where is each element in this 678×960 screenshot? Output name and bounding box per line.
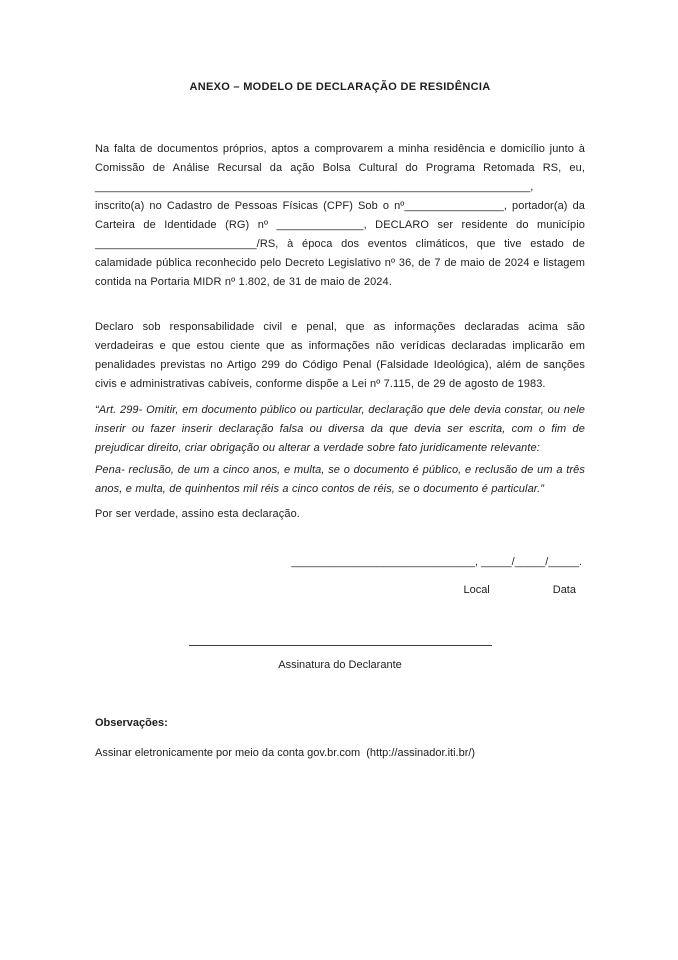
closing-statement: Por ser verdade, assino esta declaração. (95, 508, 300, 520)
local-label: Local (463, 584, 490, 596)
liability-paragraph: Declaro sob responsabilidade civil e penal, que as informações declaradas acima são verdadeiras e que estou ciente que as informações não verídicas declaradas implicarão em penalidades previstas no Artigo 299 do Código Penal (Falsidade Ideológica), além de sanções civis e administrativas cabíveis, conforme dispõe a Lei nº 7.115, de 29 de agosto de 1983. (95, 321, 585, 390)
signature-label: Assinatura do Declarante (278, 659, 402, 671)
data-label: Data (552, 584, 576, 596)
observations-heading: Observações: (95, 717, 168, 729)
observations-text: Assinar eletronicamente por meio da conta gov.br.com (http://assinador.iti.br/) (95, 747, 476, 759)
art299-quote: “Art. 299- Omitir, em documento público ou particular, declaração que dele devia constar, ou nele inserir ou fazer inserir declaração falsa ou diversa da que devia ser escrita, com o fim de prejudicar direito, criar obrigação ou alterar a verdade sobre fato juridicamente relevante: (95, 404, 585, 454)
document-title: ANEXO – MODELO DE DECLARAÇÃO DE RESIDÊNCIA (189, 81, 491, 93)
intro-paragraph: Na falta de documentos próprios, aptos a comprovarem a minha residência e domicílio junto à Comissão de Análise Recursal da ação Bolsa Cultural do Programa Retomada RS, eu, ______________________________________________________________________, inscrito(a) no Cadastro de Pessoas Físicas (CPF) Sob o nº________________, portador(a) da Carteira de Identidade (RG) nº ______________, DECLARO ser residente do município __________________________/RS, à época dos eventos climáticos, que tive estado de calamidade pública reconhecido pelo Decreto Legislativo nº 36, de 7 de maio de 2024 e listagem contida na Portaria MIDR nº 1.802, de 31 de maio de 2024. (95, 143, 585, 288)
signature-line (189, 645, 492, 646)
place-date-blank-line: ______________________________, _____/_____/_____. (291, 556, 582, 568)
place-date-labels (95, 583, 585, 598)
place-date-block (95, 553, 585, 598)
pena-quote: Pena- reclusão, de um a cinco anos, e multa, se o documento é público, e reclusão de um a três anos, e multa, de quinhentos mil réis a cinco contos de réis, se o documento é particular.” (95, 464, 585, 495)
